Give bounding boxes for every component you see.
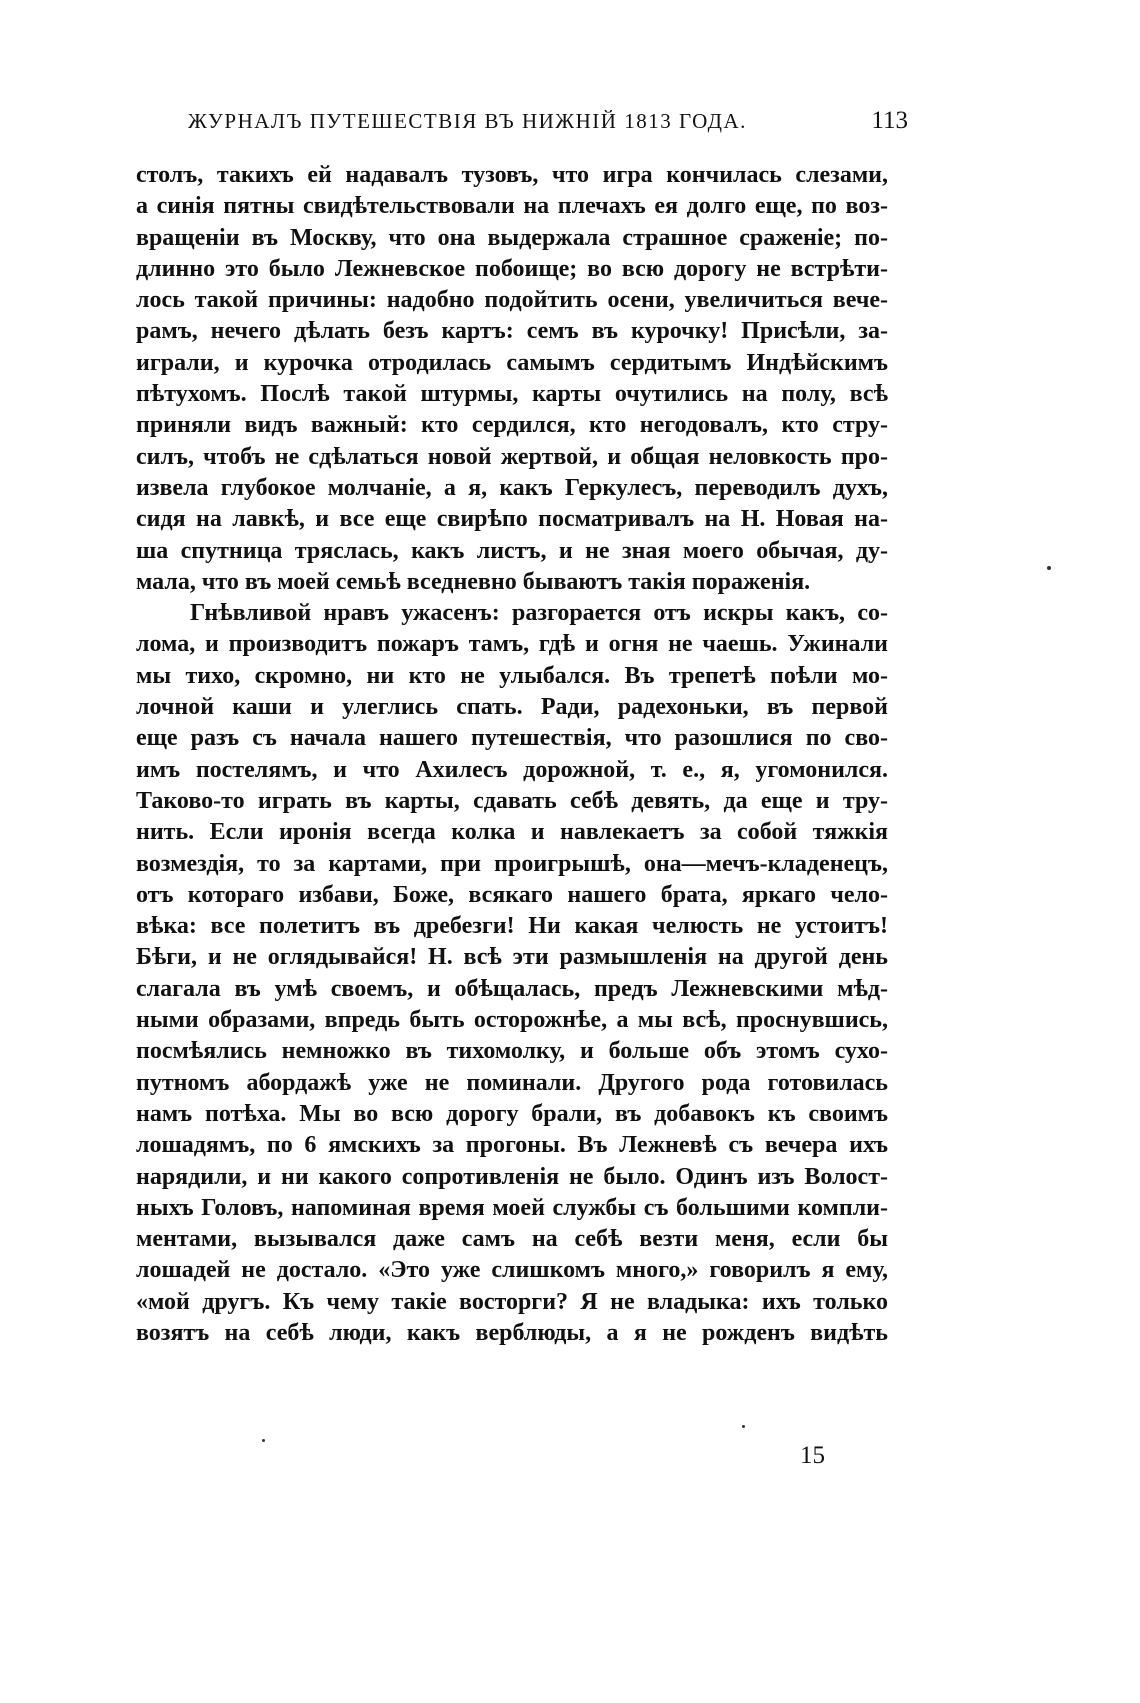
text-line: «мой другъ. Къ чему такіе восторги? Я не владыка: ихъ только <box>136 1288 888 1315</box>
running-head <box>178 103 908 143</box>
text-line: лочной каши и улеглись спать. Ради, радехоньки, въ первой <box>136 694 888 721</box>
text-line-paragraph-start: Гнѣвливой нравъ ужасенъ: разгорается отъ искры какъ, со- <box>190 600 888 627</box>
text-line: силъ, чтобъ не сдѣлаться новой жертвой, и общая неловкость про- <box>136 443 888 470</box>
text-line: намъ потѣха. Мы во всю дорогу брали, въ добавокъ къ своимъ <box>136 1100 888 1127</box>
text-line: ными образами, впредь быть осторожнѣе, а мы всѣ, проснувшись, <box>136 1007 888 1034</box>
text-line: лошадямъ, по 6 ямскихъ за прогоны. Въ Лежневѣ съ вечера ихъ <box>136 1132 888 1159</box>
text-line: сидя на лавкѣ, и все еще свирѣпо посматривалъ на Н. Новая на- <box>136 506 888 533</box>
text-line: длинно это было Лежневское побоище; во всю дорогу не встрѣти- <box>136 255 888 282</box>
text-line: возмездія, то за картами, при проигрышѣ, она—мечъ-кладенецъ, <box>136 850 888 877</box>
text-line: ша спутница тряслась, какъ листъ, и не зная моего обычая, ду- <box>136 537 888 564</box>
text-line: а синія пятны свидѣтельствовали на плечахъ ея долго еще, по воз- <box>136 193 888 220</box>
text-line: вращеніи въ Москву, что она выдержала страшное сраженіе; по- <box>136 224 888 251</box>
text-line: вѣка: все полетитъ въ дребезги! Ни какая челюсть не устоитъ! <box>136 913 888 940</box>
text-line: имъ постелямъ, и что Ахилесъ дорожной, т. е., я, угомонился. <box>136 756 888 783</box>
text-line: мала, что въ моей семьѣ вседневно бываютъ такія пораженія. <box>136 568 811 595</box>
text-line: лось такой причины: надобно подойтить осени, увеличиться вече- <box>136 287 888 314</box>
text-line: отъ котораго избави, Боже, всякаго нашего брата, яркаго чело- <box>136 881 888 908</box>
text-line: возятъ на себѣ люди, какъ верблюды, а я не рожденъ видѣть <box>136 1319 888 1346</box>
text-line: ныхъ Головъ, напоминая время моей службы съ большими компли- <box>136 1194 888 1221</box>
text-line: рамъ, нечего дѣлать безъ картъ: семъ въ курочку! Присѣли, за- <box>136 318 888 345</box>
text-line: приняли видъ важный: кто сердился, кто негодовалъ, кто стру- <box>136 412 888 439</box>
text-line: столъ, такихъ ей надавалъ тузовъ, что игра кончилась слезами, <box>136 162 888 188</box>
text-line: пѣтухомъ. Послѣ такой штурмы, карты очутились на полу, всѣ <box>136 381 888 408</box>
text-line: слагала въ умѣ своемъ, и обѣщалась, предъ Лежневскими мѣд- <box>136 975 888 1002</box>
text-line: извела глубокое молчаніе, а я, какъ Геркулесъ, переводилъ духъ, <box>136 474 888 501</box>
body-text <box>136 160 888 1349</box>
print-speck <box>262 1439 265 1442</box>
text-line: играли, и курочка отродилась самымъ сердитымъ Индѣйскимъ <box>136 349 888 376</box>
text-line: Таково-то играть въ карты, сдавать себѣ девять, да еще и тру- <box>136 787 888 814</box>
signature-mark: 15 <box>800 1442 825 1469</box>
text-line: мы тихо, скромно, ни кто не улыбался. Въ трепетѣ поѣли мо- <box>136 662 888 689</box>
text-line: ментами, вызывался даже самъ на себѣ везти меня, если бы <box>136 1226 888 1253</box>
text-line: лошадей не достало. «Это уже слишкомъ много,» говорилъ я ему, <box>136 1257 888 1284</box>
print-speck <box>1047 566 1051 570</box>
text-line: Бѣги, и не оглядывайся! Н. всѣ эти размышленія на другой день <box>136 944 888 971</box>
text-line: посмѣялись немножко въ тихомолку, и больше объ этомъ сухо- <box>136 1038 888 1065</box>
text-line: нарядили, и ни какого сопротивленія не было. Одинъ изъ Волост- <box>136 1163 888 1190</box>
text-line: еще разъ съ начала нашего путешествія, что разошлися по сво- <box>136 725 888 752</box>
page-number: 113 <box>871 107 908 134</box>
text-line: нить. Если иронія всегда колка и навлекаетъ за собой тяжкія <box>136 819 888 846</box>
text-line: лома, и производитъ пожаръ тамъ, гдѣ и огня не чаешь. Ужинали <box>136 631 888 658</box>
text-line: путномъ абордажѣ уже не поминали. Другого рода готовилась <box>136 1069 888 1096</box>
print-speck <box>742 1425 745 1428</box>
running-title: ЖУРНАЛЪ ПУТЕШЕСТВІЯ ВЪ НИЖНІЙ 1813 ГОДА. <box>188 109 747 133</box>
